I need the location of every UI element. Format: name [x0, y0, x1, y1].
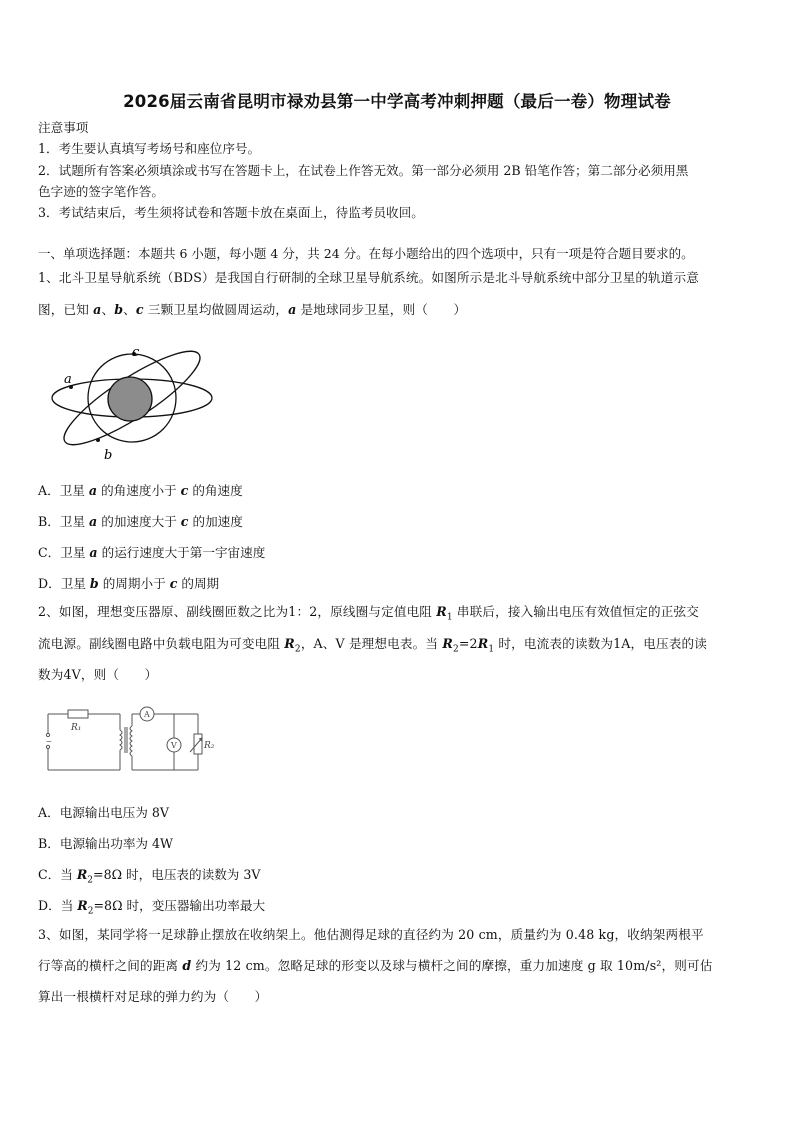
option-symbol: c [180, 483, 189, 498]
primary-coil [120, 730, 122, 750]
symbol-r: R [76, 867, 88, 882]
option-symbol: c [180, 514, 189, 529]
subscript: 2 [452, 644, 459, 655]
subscript: 2 [87, 875, 94, 886]
option-text: 的加速度 [188, 514, 243, 529]
option-symbol: a [88, 483, 98, 498]
option-symbol: a [89, 514, 98, 529]
q3-stem-line2 [38, 958, 713, 974]
subscript: 2 [294, 644, 301, 655]
subscript: 2 [87, 906, 94, 917]
symbol-a: a [288, 302, 297, 317]
option-text: D．当 [38, 898, 78, 913]
label-b: b [104, 448, 113, 463]
q2-option-d[interactable] [38, 895, 265, 917]
symbol-r: R [442, 636, 453, 651]
symbol-r: R [77, 898, 88, 913]
subscript: 1 [446, 612, 453, 623]
section-heading: 一、单项选择题：本题共 6 小题，每小题 4 分，共 24 分。在每小题给出的四个选项中，只有一项是符合题目要求的。 [38, 246, 694, 261]
satellite-b [96, 438, 100, 442]
q3-stem-line3: 算出一根横杆对足球的弹力约为（ ） [38, 989, 268, 1004]
option-text: 的角速度小于 [97, 483, 181, 498]
option-symbol: a [89, 545, 98, 560]
option-text: =8Ω 时，变压器输出功率最大 [93, 898, 266, 913]
q1-option-b[interactable] [38, 511, 243, 530]
option-symbol: c [169, 576, 178, 591]
symbol-d: d [182, 958, 192, 973]
q2-option-c[interactable] [38, 864, 261, 886]
q3-text: 约为 12 cm。忽略足球的形变以及球与横杆之间的摩擦，重力加速度 g 取 10m/s²，则可估 [191, 958, 713, 973]
notice-heading: 注意事项 [38, 120, 89, 135]
q2-text: 串联后，接入输出电压有效值恒定的正弦交 [452, 604, 700, 619]
label-a: a [64, 372, 72, 387]
q2-stem-line3: 数为4V，则（ ） [38, 667, 158, 682]
option-text: B．卫星 [38, 514, 90, 529]
q2-text: =2 [458, 636, 478, 651]
q2-option-a[interactable]: A．电源输出电压为 8V [38, 805, 169, 820]
r2-label: R₂ [204, 741, 215, 751]
q1-option-a[interactable] [38, 480, 243, 499]
option-text: C．卫星 [38, 545, 90, 560]
q2-text: 流电源。副线圈电路中负载电阻为可变电阻 [38, 636, 285, 651]
r1-label: R₁ [71, 723, 82, 733]
q1-option-c[interactable] [38, 542, 265, 561]
q2-stem-line1 [38, 604, 699, 626]
symbol-b: b [114, 302, 124, 317]
transformer-circuit-diagram [40, 702, 222, 778]
ammeter-label: A [144, 710, 150, 719]
notice-item-2: 2．试题所有答案必须填涂或书写在答题卡上，在试卷上作答无效。第一部分必须用 2B 铅笔作答；第二部分必须用黑 [38, 163, 689, 178]
symbol-r: R [284, 636, 295, 651]
page-title: 2026届云南省昆明市禄劝县第一中学高考冲刺押题（最后一卷）物理试卷 [123, 92, 671, 111]
option-text: 的周期 [177, 576, 220, 591]
symbol-r: R [477, 636, 489, 651]
ac-symbol: ~ [45, 737, 53, 746]
option-text: 的加速度大于 [97, 514, 181, 529]
resistor-r2 [194, 734, 202, 754]
q3-text: 行等高的横杆之间的距离 [38, 958, 183, 973]
label-c: c [132, 345, 140, 360]
secondary-coil [130, 726, 132, 756]
q1-text: 三颗卫星均做圆周运动， [143, 302, 289, 317]
voltmeter-label: V [171, 741, 177, 750]
notice-item-2-cont: 色字迹的签字笔作答。 [38, 184, 164, 199]
option-text: 的角速度 [188, 483, 243, 498]
orbit-diagram [46, 340, 220, 468]
symbol-a: a [93, 302, 102, 317]
q2-text: ，A、V 是理想电表。当 [300, 636, 443, 651]
q3-stem-line1: 3、如图，某同学将一足球静止摆放在收纳架上。他估测得足球的直径约为 20 cm，质量约为 0.48 kg，收纳架两根平 [38, 927, 704, 942]
symbol-r: R [436, 604, 447, 619]
q2-text: 2、如图，理想变压器原、副线圈匝数之比为1：2，原线圈与定值电阻 [38, 604, 437, 619]
q2-option-b[interactable]: B．电源输出功率为 4W [38, 836, 173, 851]
q1-stem-line2 [38, 302, 466, 318]
option-text: 的运行速度大于第一宇宙速度 [97, 545, 266, 560]
symbol-c: c [135, 302, 144, 317]
option-symbol: b [89, 576, 99, 591]
resistor-r1 [68, 710, 88, 718]
option-text: =8Ω 时，电压表的读数为 3V [93, 867, 261, 882]
q1-text: 是地球同步卫星，则（ ） [296, 302, 467, 317]
notice-item-1: 1．考生要认真填写考场号和座位序号。 [38, 141, 261, 156]
option-text: A．卫星 [38, 483, 89, 498]
q1-sep: 、 [123, 302, 136, 317]
q1-sep: 、 [101, 302, 115, 317]
q2-stem-line2 [38, 636, 707, 658]
notice-item-3: 3．考试结束后，考生须将试卷和答题卡放在桌面上，待监考员收回。 [38, 205, 424, 220]
option-text: C．当 [38, 867, 77, 882]
q2-text: 时，电流表的读数为1A，电压表的读 [494, 636, 707, 651]
option-text: D．卫星 [38, 576, 90, 591]
rheostat-arrow [190, 738, 202, 752]
q1-stem-line1: 1、北斗卫星导航系统（BDS）是我国自行研制的全球卫星导航系统。如图所示是北斗导航系统中部分卫星的轨道示意 [38, 270, 700, 285]
option-text: 的周期小于 [98, 576, 170, 591]
q1-text: 图，已知 [38, 302, 94, 317]
subscript: 1 [488, 644, 495, 655]
q1-option-d[interactable] [38, 573, 219, 592]
earth [108, 377, 152, 421]
